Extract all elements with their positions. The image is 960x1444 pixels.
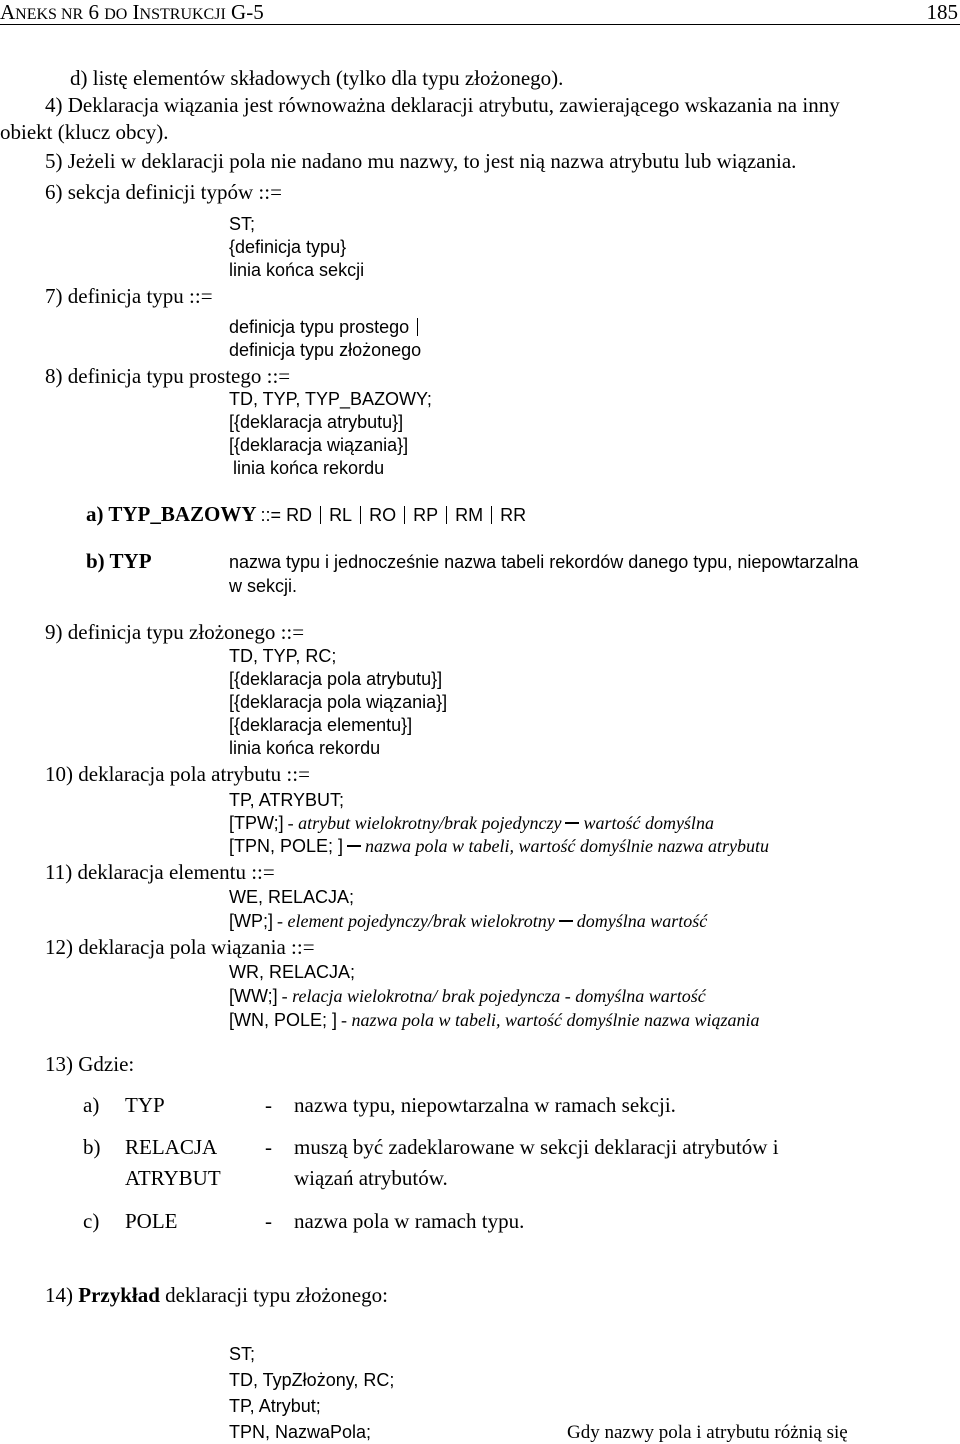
s8-line: TD, TYP, TYP_BAZOWY; [229,389,432,409]
s10-note: - atrybut wielokrotny/brak pojedynczy [287,813,562,833]
s14-rest: deklaracji typu złożonego: [165,1283,388,1307]
opt: RD [286,505,313,525]
s8-a-def [261,505,527,525]
s10-note: wartość domyślna [583,813,714,833]
item-5: 5) Jeżeli w deklaracji pola nie nadano mu nazwy, to jest nią nazwa atrybutu lub wiązania. [45,149,797,173]
s12-line: WR, RELACJA; [229,962,356,982]
s11-title: 11) deklaracja elementu ::= [45,860,275,884]
s13-dash: - [265,1209,272,1233]
opt: RR [500,505,527,525]
item-4-line1: 4) Deklaracja wiązania jest równoważna deklaracji atrybutu, zawierającego wskazania na inny [45,93,840,117]
separator-bar [491,506,492,524]
opt: RL [329,505,353,525]
page-number: 185 [926,0,958,24]
s14-line: TPN, NazwaPola; [229,1422,372,1442]
s13-letter: a) [83,1093,100,1117]
item-d: d) listę elementów składowych (tylko dla typu złożonego). [70,66,564,90]
s14-title [45,1285,388,1306]
s12-line [229,1011,760,1030]
s10-line [229,837,769,856]
s12-line [229,987,706,1006]
s14-num: 14) [45,1283,73,1307]
s13-desc: wiązań atrybutów. [294,1166,448,1190]
s13-letter: b) [83,1135,101,1159]
s9-line: [{deklaracja pola wiązania}] [229,692,448,712]
s13-dash: - [265,1135,272,1159]
s11-code: [WP;] [229,911,273,931]
s8-a-def-op: ::= [260,505,287,525]
running-header [0,2,264,23]
s13-letter: c) [83,1209,100,1233]
s13-desc: nazwa pola w ramach typu. [294,1209,525,1233]
s10-line: TP, ATRYBUT; [229,790,345,810]
s8-b-text: nazwa typu i jednocześnie nazwa tabeli rekordów danego typu, niepowtarzalna [229,552,859,572]
opt: RM [455,505,484,525]
item-4-line2: obiekt (klucz obcy). [0,120,169,144]
s10-code: [TPW;] [229,813,284,833]
s10-code: [TPN, POLE; ] [229,836,344,856]
s14-line: ST; [229,1344,256,1364]
s8-b-label: b) TYP [86,549,152,573]
s8-line: [{deklaracja wiązania}] [229,435,409,455]
s11-note: - element pojedynczy/brak wielokrotny [277,911,555,931]
s12-code: [WW;] [229,986,278,1006]
s8-item-a [86,504,526,525]
s6-line: linia końca sekcji [229,260,365,280]
s13-dash: - [265,1093,272,1117]
separator-bar [404,506,405,524]
em-dash [559,920,573,922]
separator-bar [446,506,447,524]
header-rule [0,24,960,25]
s7-line [229,318,426,336]
s12-title: 12) deklaracja pola wiązania ::= [45,935,315,959]
s12-note: - relacja wielokrotna/ brak pojedyncza - domyślna wartość [281,986,706,1006]
s13-title: 13) Gdzie: [45,1052,135,1076]
header-title: ANEKS NR 6 DO INSTRUKCJI G-5 [0,0,264,24]
s10-note: nazwa pola w tabeli, wartość domyślnie nazwa atrybutu [365,836,770,856]
s6-title: 6) sekcja definicji typów ::= [45,180,282,204]
s8-b-text: w sekcji. [229,576,298,596]
s12-code: [WN, POLE; ] [229,1010,338,1030]
s10-title: 10) deklaracja pola atrybutu ::= [45,762,310,786]
s11-line: WE, RELACJA; [229,887,355,907]
s14-note: Gdy nazwy pola i atrybutu różnią się [567,1422,848,1443]
s13-term: POLE [125,1209,178,1233]
s11-line [229,912,707,931]
em-dash [347,845,361,847]
s8-line: linia końca rekordu [233,458,385,478]
s14-bold: Przykład [78,1283,160,1307]
s6-line: ST; [229,214,256,234]
s13-desc: nazwa typu, niepowtarzalna w ramach sekcji. [294,1093,676,1117]
separator-bar [360,506,361,524]
separator-bar [417,318,418,336]
s7-option: definicja typu prostego [229,317,410,337]
separator-bar [320,506,321,524]
s8-line: [{deklaracja atrybutu}] [229,412,404,432]
s8-a-label: a) TYP_BAZOWY [86,502,257,526]
s13-desc: muszą być zadeklarowane w sekcji deklaracji atrybutów i [294,1135,779,1159]
s9-line: linia końca rekordu [229,738,381,758]
s7-title: 7) definicja typu ::= [45,284,213,308]
s10-line [229,814,714,833]
s9-title: 9) definicja typu złożonego ::= [45,620,305,644]
s6-line: {definicja typu} [229,237,347,257]
s12-note: - nazwa pola w tabeli, wartość domyślnie nazwa wiązania [341,1010,760,1030]
s14-line: TP, Atrybut; [229,1396,321,1416]
s13-term: ATRYBUT [125,1166,221,1190]
s9-line: [{deklaracja elementu}] [229,715,413,735]
s11-note: domyślna wartość [576,911,708,931]
s9-line: TD, TYP, RC; [229,646,337,666]
s7-line: definicja typu złożonego [229,340,422,360]
opt: RO [369,505,397,525]
s9-line: [{deklaracja pola atrybutu}] [229,669,443,689]
s14-line: TD, TypZłożony, RC; [229,1370,395,1390]
s13-term: RELACJA [125,1135,218,1159]
s13-term: TYP [125,1093,165,1117]
s8-title: 8) definicja typu prostego ::= [45,364,291,388]
em-dash [565,822,579,824]
opt: RP [413,505,439,525]
